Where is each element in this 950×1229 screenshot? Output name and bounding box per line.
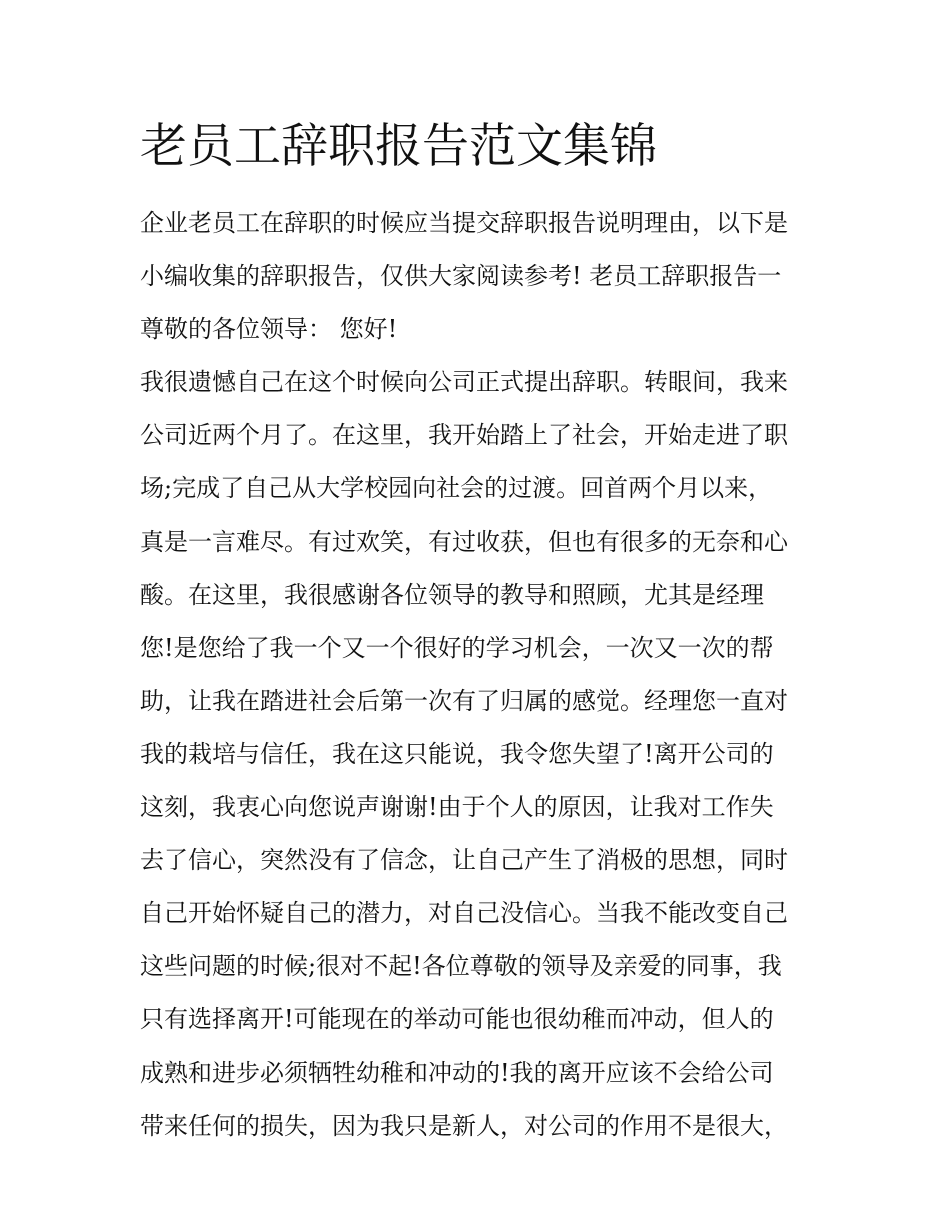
- body-line: 带来任何的损失，因为我只是新人，对公司的作用不是很大，: [140, 1111, 788, 1140]
- body-line: 这刻，我衷心向您说声谢谢!由于个人的原因，让我对工作失: [140, 793, 774, 822]
- body-line: 只有选择离开!可能现在的举动可能也很幼稚而冲动，但人的: [140, 1005, 774, 1034]
- body-line: 真是一言难尽。有过欢笑，有过收获，但也有很多的无奈和心: [140, 527, 788, 556]
- body-line: 我的栽培与信任，我在这只能说，我令您失望了!离开公司的: [140, 739, 774, 768]
- body-line: 公司近两个月了。在这里，我开始踏上了社会，开始走进了职: [140, 421, 788, 450]
- body-line: 我很遗憾自己在这个时候向公司正式提出辞职。转眼间，我来: [140, 368, 788, 397]
- body-line: 这些问题的时候;很对不起!各位尊敬的领导及亲爱的同事，我: [140, 952, 782, 981]
- body-line: 企业老员工在辞职的时候应当提交辞职报告说明理由，以下是: [140, 209, 788, 237]
- body-line: 您!是您给了我一个又一个很好的学习机会，一次又一次的帮: [140, 633, 774, 662]
- document-body: [140, 197, 820, 1153]
- body-line: 小编收集的辞职报告，仅供大家阅读参考! 老员工辞职报告一: [140, 262, 782, 291]
- body-line: 去了信心，突然没有了信念，让自己产生了消极的思想，同时: [140, 846, 788, 875]
- document-title: 老员工辞职报告范文集锦: [140, 119, 657, 174]
- body-line: 酸。在这里，我很感谢各位领导的教导和照顾，尤其是经理: [140, 580, 764, 609]
- body-line: 助，让我在踏进社会后第一次有了归属的感觉。经理您一直对: [140, 686, 788, 715]
- body-line: 成熟和进步必须牺牲幼稚和冲动的!我的离开应该不会给公司: [140, 1058, 774, 1087]
- body-line: 自己开始怀疑自己的潜力，对自己没信心。当我不能改变自己: [140, 899, 788, 928]
- body-line: 场;完成了自己从大学校园向社会的过渡。回首两个月以来，: [140, 474, 773, 503]
- body-line: 尊敬的各位领导： 您好!: [140, 315, 398, 344]
